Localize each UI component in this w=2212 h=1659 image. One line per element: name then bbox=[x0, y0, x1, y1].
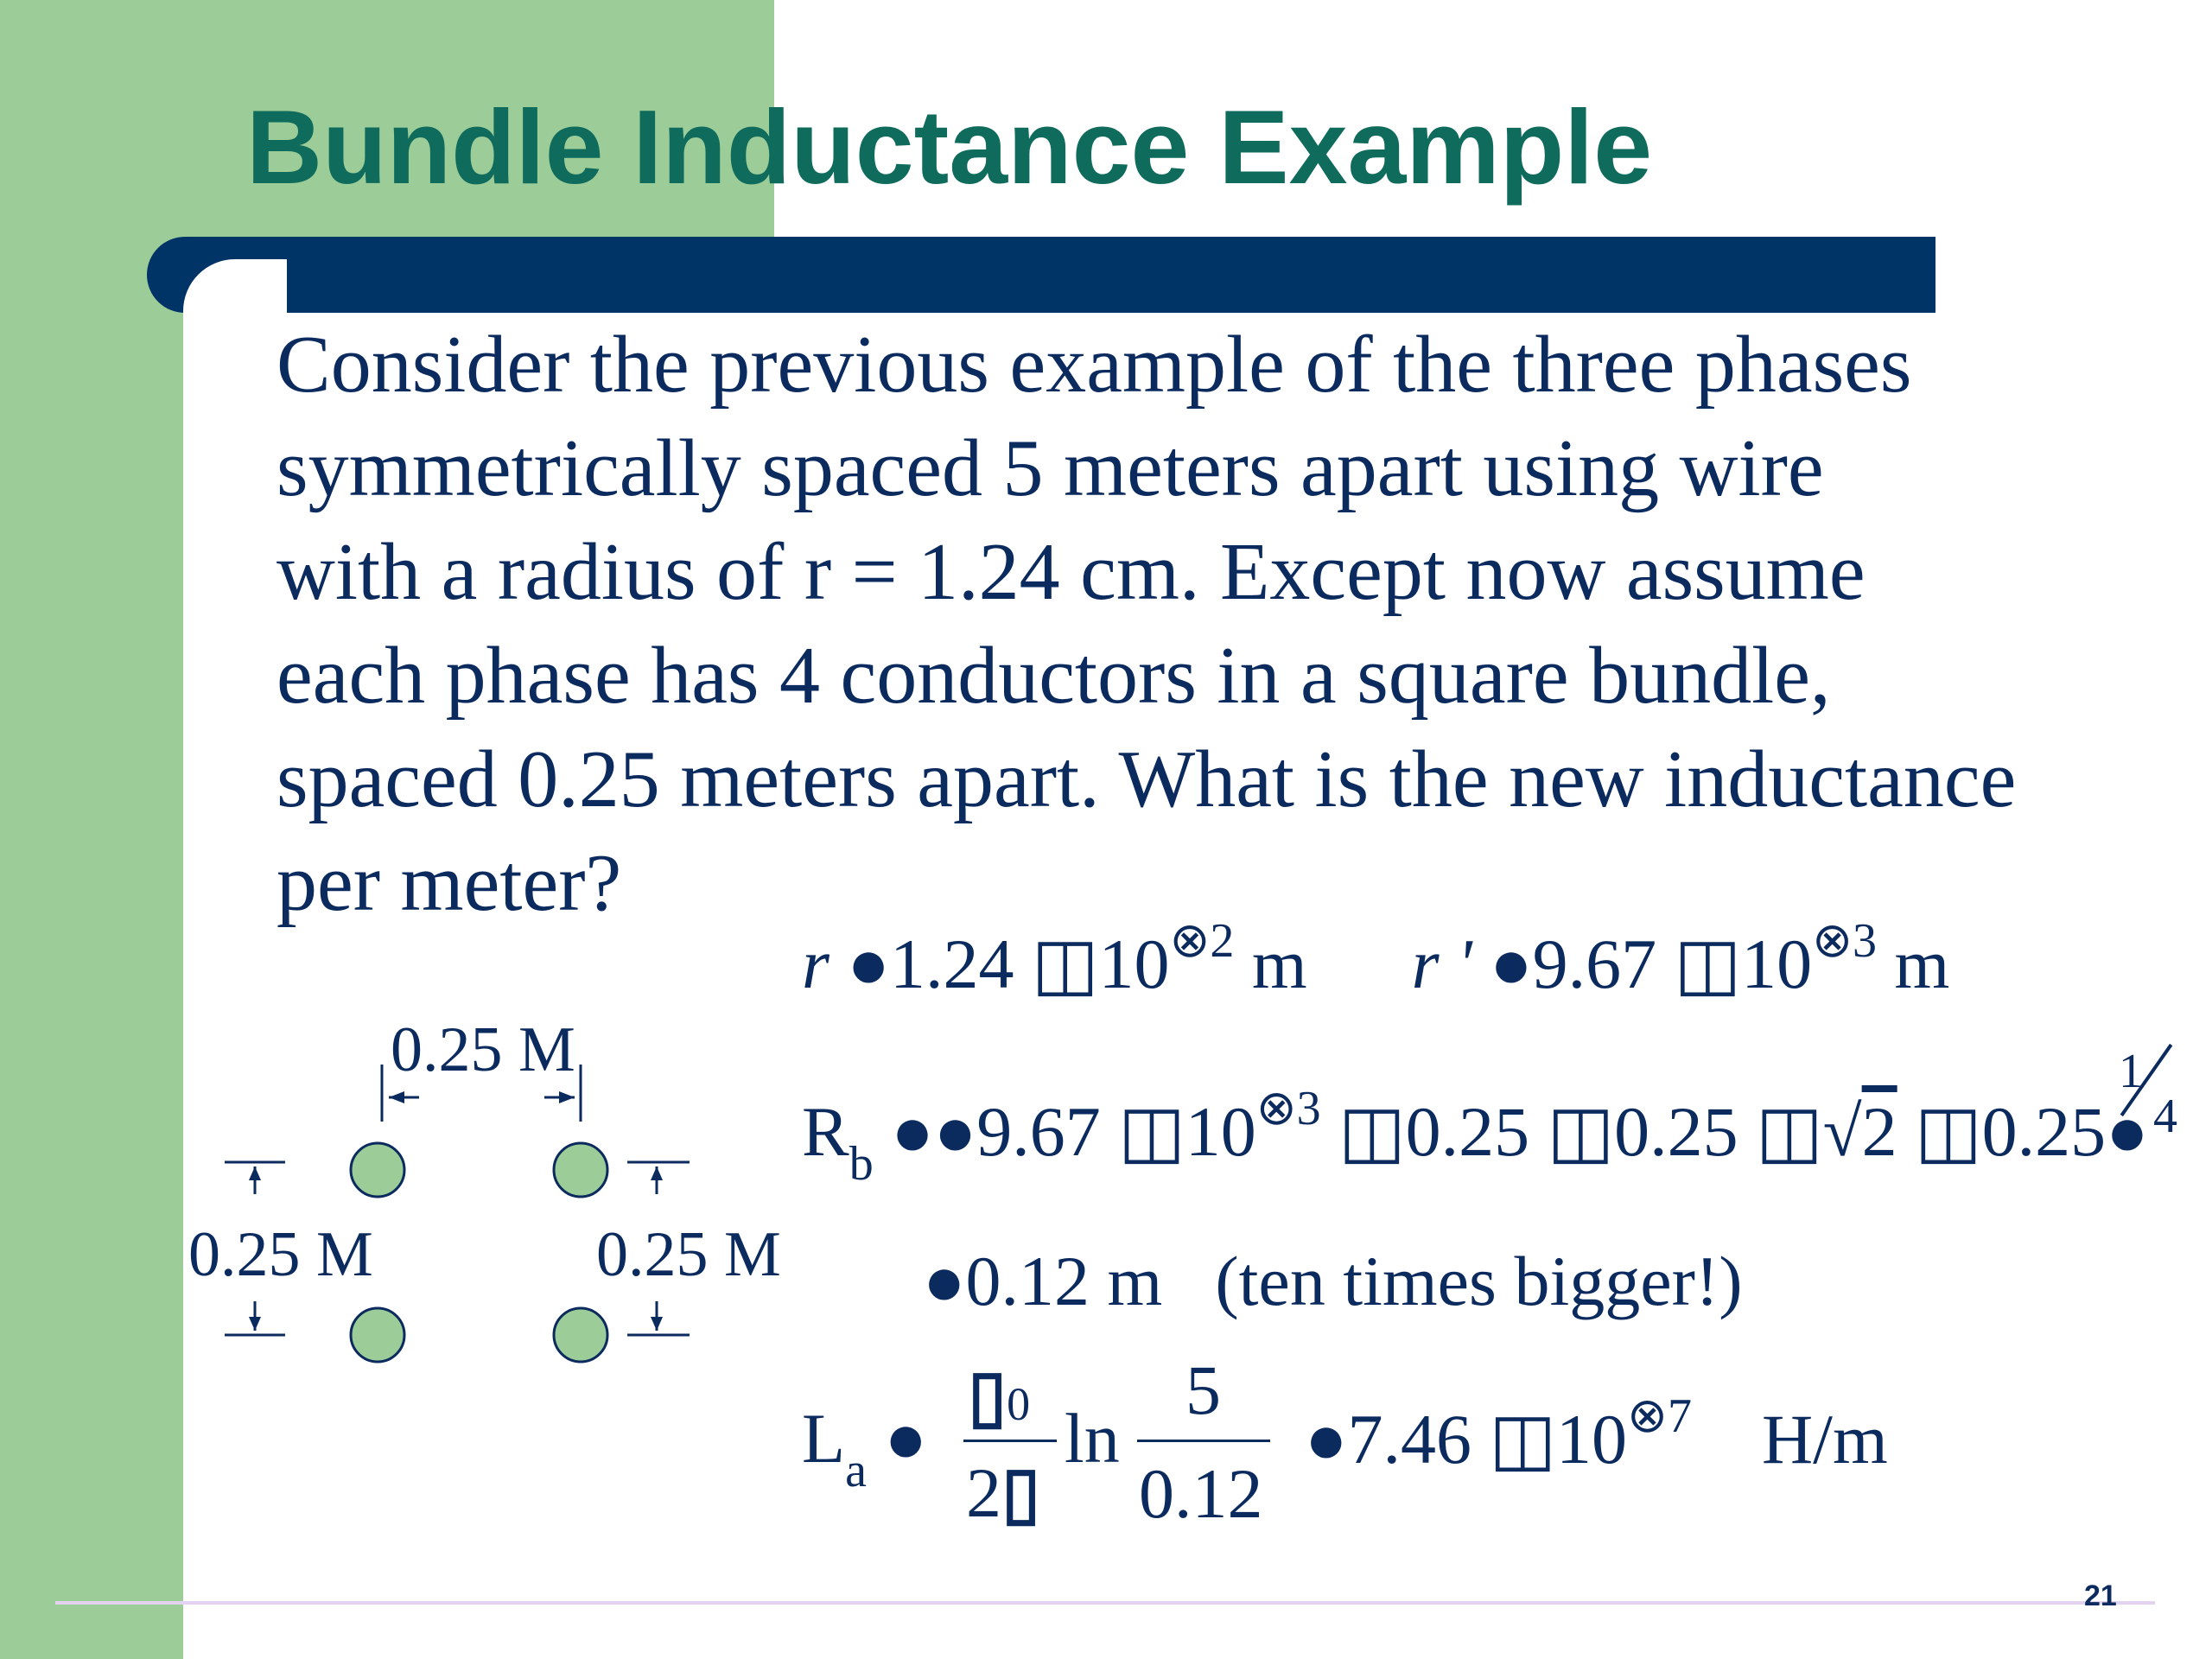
diagram-right-label: 0.25 M bbox=[596, 1219, 781, 1290]
equals-glyph: ●● bbox=[891, 1092, 977, 1171]
rb-value-4: 0.25 bbox=[1981, 1092, 2107, 1171]
r-unit: m bbox=[1251, 925, 1307, 1003]
body-line: with a radius of r = 1.24 cm. Except now assume bbox=[276, 527, 1866, 617]
ln-denominator: 0.12 bbox=[1139, 1454, 1263, 1533]
rb-value-2: 0.25 bbox=[1405, 1092, 1530, 1171]
conductor-circle bbox=[554, 1143, 607, 1197]
mu-subscript: 0 bbox=[1007, 1378, 1031, 1430]
r-exponent: ⊗2 bbox=[1169, 914, 1235, 968]
la-base: 10 bbox=[1556, 1400, 1628, 1478]
rb-fraction-numerator: 1 bbox=[2119, 1045, 2143, 1098]
mu-glyph: ▯ bbox=[968, 1357, 1007, 1435]
arrowhead bbox=[559, 1091, 575, 1103]
times-glyph: ◫ bbox=[1756, 1092, 1823, 1171]
sqrt-symbol: √ bbox=[1822, 1092, 1862, 1171]
r-symbol: r bbox=[802, 925, 830, 1003]
arrowhead bbox=[249, 1317, 261, 1331]
times-glyph: ◫ bbox=[1118, 1092, 1185, 1171]
r-value: 1.24 bbox=[889, 925, 1014, 1003]
pi-glyph: ▯ bbox=[1001, 1453, 1041, 1532]
r-base: 10 bbox=[1098, 925, 1170, 1003]
equals-glyph: ● bbox=[1305, 1400, 1348, 1478]
r-prime-value: 9.67 bbox=[1532, 925, 1657, 1003]
la-subscript: a bbox=[845, 1444, 867, 1497]
rb-R: R bbox=[802, 1092, 849, 1171]
arrowhead bbox=[651, 1166, 663, 1180]
fraction-bar bbox=[1137, 1440, 1270, 1442]
times-glyph: ◫ bbox=[1915, 1092, 1982, 1171]
body-line: Consider the previous example of the three phases bbox=[276, 320, 1912, 410]
equals-glyph: ● bbox=[923, 1242, 966, 1320]
rb-base: 10 bbox=[1185, 1092, 1256, 1171]
times-glyph: ◫ bbox=[1489, 1400, 1557, 1478]
equation-rb bbox=[802, 1082, 2149, 1191]
equation-result bbox=[923, 1241, 1743, 1322]
arrowhead bbox=[249, 1166, 261, 1180]
conductor-circle bbox=[351, 1143, 404, 1197]
den-prefix: 2 bbox=[966, 1453, 1001, 1532]
page-number: 21 bbox=[2084, 1580, 2117, 1612]
body-line: spaced 0.25 meters apart. What is the new inductance bbox=[276, 734, 2017, 824]
equals-glyph: ● bbox=[1490, 925, 1533, 1003]
mu-numerator bbox=[968, 1355, 1030, 1437]
close-glyph: ● bbox=[2106, 1092, 2149, 1171]
problem-statement bbox=[276, 313, 2177, 935]
ln-label: ln bbox=[1065, 1399, 1120, 1478]
body-line: per meter? bbox=[276, 838, 622, 928]
rb-exponent: ⊗3 bbox=[1255, 1082, 1321, 1135]
slide-title: Bundle Inductance Example bbox=[246, 88, 1653, 206]
body-line: each phase has 4 conductors in a square bundle, bbox=[276, 631, 1831, 721]
rb-value-1: 9.67 bbox=[976, 1092, 1101, 1171]
rb-subscript: b bbox=[849, 1137, 874, 1191]
times-glyph: ◫ bbox=[1674, 925, 1742, 1003]
times-glyph: ◫ bbox=[1031, 925, 1099, 1003]
footer-rule bbox=[55, 1601, 2155, 1605]
diagram-top-label: 0.25 M bbox=[391, 1014, 575, 1085]
equals-glyph: ● bbox=[884, 1399, 927, 1478]
result-note: (ten times bigger!) bbox=[1215, 1242, 1743, 1320]
title-underline-bar bbox=[147, 237, 1936, 313]
equation-r bbox=[802, 914, 1950, 1005]
ln-numerator: 5 bbox=[1185, 1351, 1221, 1429]
conductor-circle bbox=[554, 1308, 607, 1362]
equals-glyph: ● bbox=[847, 925, 890, 1003]
diagram-left-label: 0.25 M bbox=[188, 1219, 373, 1290]
fraction-bar bbox=[963, 1440, 1057, 1442]
times-glyph: ◫ bbox=[1338, 1092, 1406, 1171]
la-unit: H/m bbox=[1761, 1400, 1888, 1478]
r-prime-unit: m bbox=[1894, 925, 1950, 1003]
rb-radicand: 2 bbox=[1861, 1092, 1897, 1171]
r-prime-base: 10 bbox=[1741, 925, 1813, 1003]
mu-denominator bbox=[966, 1452, 1040, 1534]
equation-la-rhs bbox=[1305, 1389, 1888, 1480]
arrowhead bbox=[389, 1091, 404, 1103]
conductor-circle bbox=[351, 1308, 404, 1362]
equation-la-lhs bbox=[802, 1398, 927, 1497]
result-value: 0.12 m bbox=[965, 1242, 1163, 1320]
r-prime-exponent: ⊗3 bbox=[1812, 914, 1878, 968]
rb-fraction-denominator: 4 bbox=[2153, 1090, 2177, 1143]
times-glyph: ◫ bbox=[1547, 1092, 1615, 1171]
la-exponent: ⊗7 bbox=[1627, 1389, 1692, 1443]
r-prime-symbol: r ' bbox=[1411, 925, 1472, 1003]
body-line: symmetrically spaced 5 meters apart using wire bbox=[276, 423, 1824, 513]
la-value: 7.46 bbox=[1347, 1400, 1472, 1478]
arrowhead bbox=[651, 1317, 663, 1331]
la-L: L bbox=[802, 1399, 846, 1478]
rb-value-3: 0.25 bbox=[1614, 1092, 1738, 1171]
content-corner bbox=[183, 259, 287, 363]
